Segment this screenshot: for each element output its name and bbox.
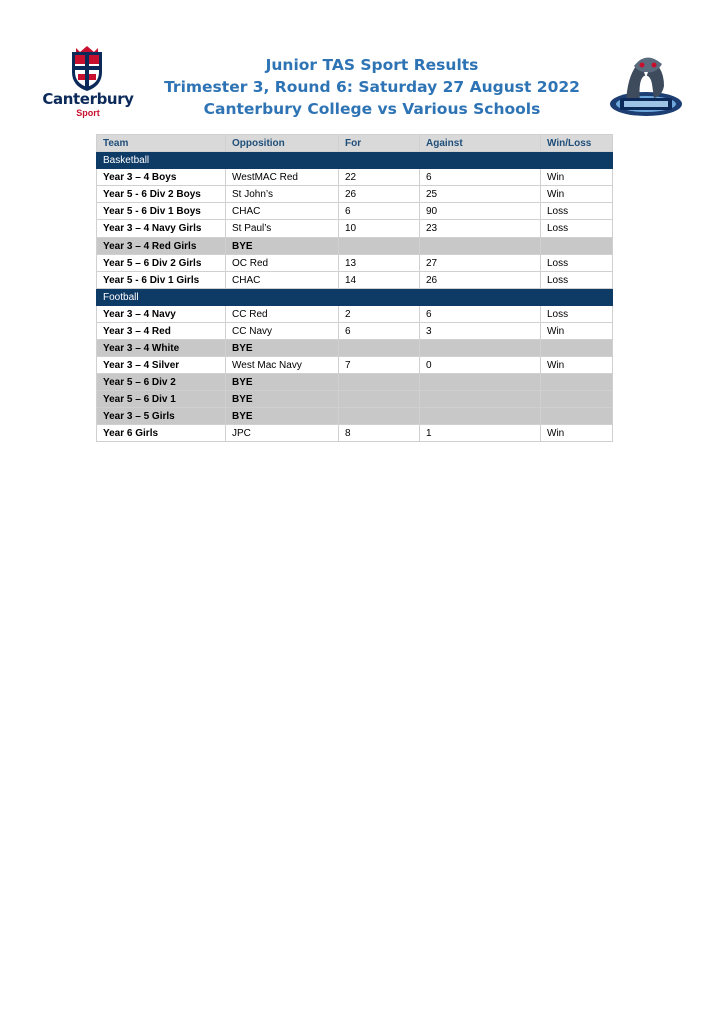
result-cell: Loss — [541, 255, 613, 272]
against-cell: 6 — [420, 306, 541, 323]
taipans-snake-logo-icon — [606, 46, 686, 122]
result-cell: Win — [541, 323, 613, 340]
team-cell: Year 3 – 4 Red Girls — [97, 238, 226, 255]
result-cell — [541, 391, 613, 408]
team-cell: Year 5 – 6 Div 1 — [97, 391, 226, 408]
against-cell: 3 — [420, 323, 541, 340]
result-cell — [541, 374, 613, 391]
page-subtitle-round: Trimester 3, Round 6: Saturday 27 August 2022 — [164, 78, 580, 96]
results-table — [96, 134, 613, 442]
opposition-cell: CHAC — [226, 272, 339, 289]
against-cell: 0 — [420, 357, 541, 374]
table-row — [97, 357, 613, 374]
against-cell — [420, 408, 541, 425]
column-header-opposition: Opposition — [226, 135, 339, 152]
result-cell — [541, 238, 613, 255]
taipans-logo — [606, 46, 686, 122]
result-cell: Loss — [541, 272, 613, 289]
table-row-bye — [97, 374, 613, 391]
table-row — [97, 425, 613, 442]
table-row — [97, 186, 613, 203]
opposition-cell: CC Navy — [226, 323, 339, 340]
opposition-cell: CC Red — [226, 306, 339, 323]
brand-sub: Sport — [76, 108, 100, 118]
for-cell: 8 — [339, 425, 420, 442]
opposition-cell: BYE — [226, 374, 339, 391]
section-header-football — [97, 289, 613, 306]
table-row — [97, 203, 613, 220]
result-cell: Win — [541, 186, 613, 203]
table-row-bye — [97, 408, 613, 425]
for-cell: 10 — [339, 220, 420, 238]
team-cell: Year 6 Girls — [97, 425, 226, 442]
section-label: Basketball — [97, 152, 613, 169]
for-cell: 26 — [339, 186, 420, 203]
for-cell: 6 — [339, 323, 420, 340]
against-cell — [420, 238, 541, 255]
opposition-cell: St John’s — [226, 186, 339, 203]
against-cell: 1 — [420, 425, 541, 442]
opposition-cell: OC Red — [226, 255, 339, 272]
opposition-cell: BYE — [226, 391, 339, 408]
section-header-basketball — [97, 152, 613, 169]
team-cell: Year 3 – 5 Girls — [97, 408, 226, 425]
opposition-cell: BYE — [226, 408, 339, 425]
table-row — [97, 272, 613, 289]
opposition-cell: CHAC — [226, 203, 339, 220]
for-cell — [339, 340, 420, 357]
team-cell: Year 5 - 6 Div 2 Boys — [97, 186, 226, 203]
opposition-cell: WestMAC Red — [226, 169, 339, 186]
table-row-bye — [97, 340, 613, 357]
team-cell: Year 3 – 4 Navy — [97, 306, 226, 323]
table-row-bye — [97, 391, 613, 408]
team-cell: Year 5 - 6 Div 1 Boys — [97, 203, 226, 220]
against-cell — [420, 374, 541, 391]
brand-name: Canterbury — [42, 90, 134, 108]
result-cell: Loss — [541, 220, 613, 238]
opposition-cell: St Paul’s — [226, 220, 339, 238]
result-cell: Win — [541, 169, 613, 186]
team-cell: Year 3 – 4 Silver — [97, 357, 226, 374]
opposition-cell: BYE — [226, 340, 339, 357]
for-cell — [339, 408, 420, 425]
for-cell: 2 — [339, 306, 420, 323]
against-cell: 6 — [420, 169, 541, 186]
table-header-row — [97, 135, 613, 152]
section-label: Football — [97, 289, 613, 306]
against-cell — [420, 340, 541, 357]
for-cell: 22 — [339, 169, 420, 186]
for-cell — [339, 391, 420, 408]
against-cell: 26 — [420, 272, 541, 289]
for-cell — [339, 238, 420, 255]
page-title: Junior TAS Sport Results — [265, 56, 479, 74]
for-cell: 7 — [339, 357, 420, 374]
result-cell — [541, 340, 613, 357]
table-row — [97, 323, 613, 340]
for-cell: 14 — [339, 272, 420, 289]
canterbury-sport-logo — [40, 46, 140, 122]
table-row — [97, 169, 613, 186]
against-cell: 25 — [420, 186, 541, 203]
opposition-cell: JPC — [226, 425, 339, 442]
result-cell — [541, 408, 613, 425]
page-subtitle-fixture: Canterbury College vs Various Schools — [203, 100, 541, 118]
opposition-cell: BYE — [226, 238, 339, 255]
team-cell: Year 5 - 6 Div 1 Girls — [97, 272, 226, 289]
canterbury-crest-icon — [68, 46, 106, 92]
result-cell: Loss — [541, 203, 613, 220]
for-cell: 6 — [339, 203, 420, 220]
opposition-cell: West Mac Navy — [226, 357, 339, 374]
team-cell: Year 3 – 4 Navy Girls — [97, 220, 226, 238]
table-row — [97, 255, 613, 272]
against-cell: 27 — [420, 255, 541, 272]
for-cell: 13 — [339, 255, 420, 272]
column-header-against: Against — [420, 135, 541, 152]
column-header-team: Team — [97, 135, 226, 152]
table-row — [97, 220, 613, 238]
against-cell — [420, 391, 541, 408]
result-cell: Win — [541, 425, 613, 442]
team-cell: Year 3 – 4 Red — [97, 323, 226, 340]
result-cell: Win — [541, 357, 613, 374]
team-cell: Year 5 – 6 Div 2 Girls — [97, 255, 226, 272]
against-cell: 90 — [420, 203, 541, 220]
column-header-result: Win/Loss — [541, 135, 613, 152]
column-header-for: For — [339, 135, 420, 152]
team-cell: Year 3 – 4 White — [97, 340, 226, 357]
team-cell: Year 5 – 6 Div 2 — [97, 374, 226, 391]
table-row-bye — [97, 238, 613, 255]
for-cell — [339, 374, 420, 391]
result-cell: Loss — [541, 306, 613, 323]
table-row — [97, 306, 613, 323]
team-cell: Year 3 – 4 Boys — [97, 169, 226, 186]
page-titles — [150, 54, 594, 120]
against-cell: 23 — [420, 220, 541, 238]
